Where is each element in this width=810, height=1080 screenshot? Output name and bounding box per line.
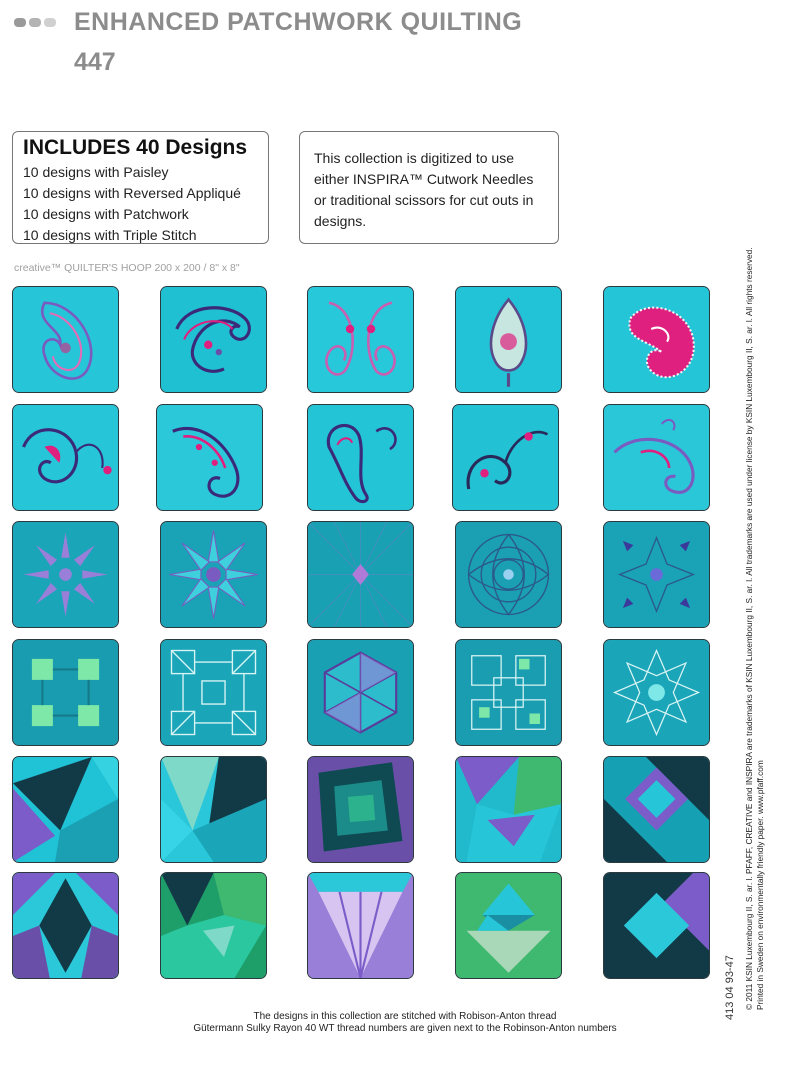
includes-line: 10 designs with Reversed Appliqué xyxy=(23,185,241,201)
design-tile-patchwork xyxy=(455,756,562,863)
design-tile-paisley xyxy=(455,286,562,393)
includes-line: 10 designs with Triple Stitch xyxy=(23,227,197,243)
design-tile-paisley xyxy=(452,404,559,511)
design-tile-reversed-applique xyxy=(307,639,414,746)
legal-line: © 2011 KSIN Luxembourg II, S. ar. l. PFAFF, CREATIVE and INSPIRA are trademarks of KSIN Luxembourg II, S. ar. l. All trademarks are used under license by KSIN Luxembourg II, S. ar. l. All rights reserved. xyxy=(744,247,754,1010)
design-tile-triple-stitch xyxy=(603,521,710,628)
design-tile-paisley xyxy=(307,404,414,511)
design-tile-reversed-applique xyxy=(603,639,710,746)
design-tile-paisley xyxy=(156,404,263,511)
design-tile-patchwork xyxy=(160,756,267,863)
design-tile-paisley xyxy=(12,404,119,511)
hoop-label: creative™ QUILTER'S HOOP 200 x 200 / 8" x 8" xyxy=(14,262,240,274)
legal-notice xyxy=(744,247,766,1010)
design-tile-paisley xyxy=(12,286,119,393)
design-tile-reversed-applique xyxy=(455,639,562,746)
design-tile-triple-stitch xyxy=(12,521,119,628)
legal-line: Printed in Sweden on environmentally friendly paper. www.pfaff.com xyxy=(755,760,765,1010)
design-tile-triple-stitch xyxy=(455,521,562,628)
includes-heading: INCLUDES 40 Designs xyxy=(23,136,248,159)
design-tile-patchwork xyxy=(160,872,267,979)
design-tile-triple-stitch xyxy=(307,521,414,628)
thread-note: Gütermann Sulky Rayon 40 WT thread numbers are given next to the Robinson-Anton numbers xyxy=(193,1023,617,1034)
design-tile-paisley xyxy=(603,286,710,393)
design-tile-triple-stitch xyxy=(160,521,267,628)
includes-line: 10 designs with Patchwork xyxy=(23,206,189,222)
design-tile-paisley xyxy=(307,286,414,393)
product-code: 413 04 93-47 xyxy=(724,955,736,1020)
design-tile-patchwork xyxy=(603,756,710,863)
includes-box xyxy=(12,131,269,244)
collection-number: 447 xyxy=(74,48,116,76)
design-tile-paisley xyxy=(160,286,267,393)
thread-note: The designs in this collection are stitched with Robison-Anton thread xyxy=(253,1011,557,1022)
design-tile-reversed-applique xyxy=(160,639,267,746)
page-title: ENHANCED PATCHWORK QUILTING xyxy=(74,8,523,36)
design-tile-reversed-applique xyxy=(12,639,119,746)
design-tile-paisley xyxy=(603,404,710,511)
design-tile-patchwork xyxy=(307,756,414,863)
design-tile-patchwork xyxy=(307,872,414,979)
includes-line: 10 designs with Paisley xyxy=(23,164,169,180)
cutwork-note: This collection is digitized to use either INSPIRA™ Cutwork Needles or traditional scissors for cut outs in designs. xyxy=(299,131,559,244)
design-tile-patchwork xyxy=(12,872,119,979)
design-tile-patchwork xyxy=(603,872,710,979)
design-tile-patchwork xyxy=(12,756,119,863)
design-tile-patchwork xyxy=(455,872,562,979)
header-dots xyxy=(14,18,56,27)
